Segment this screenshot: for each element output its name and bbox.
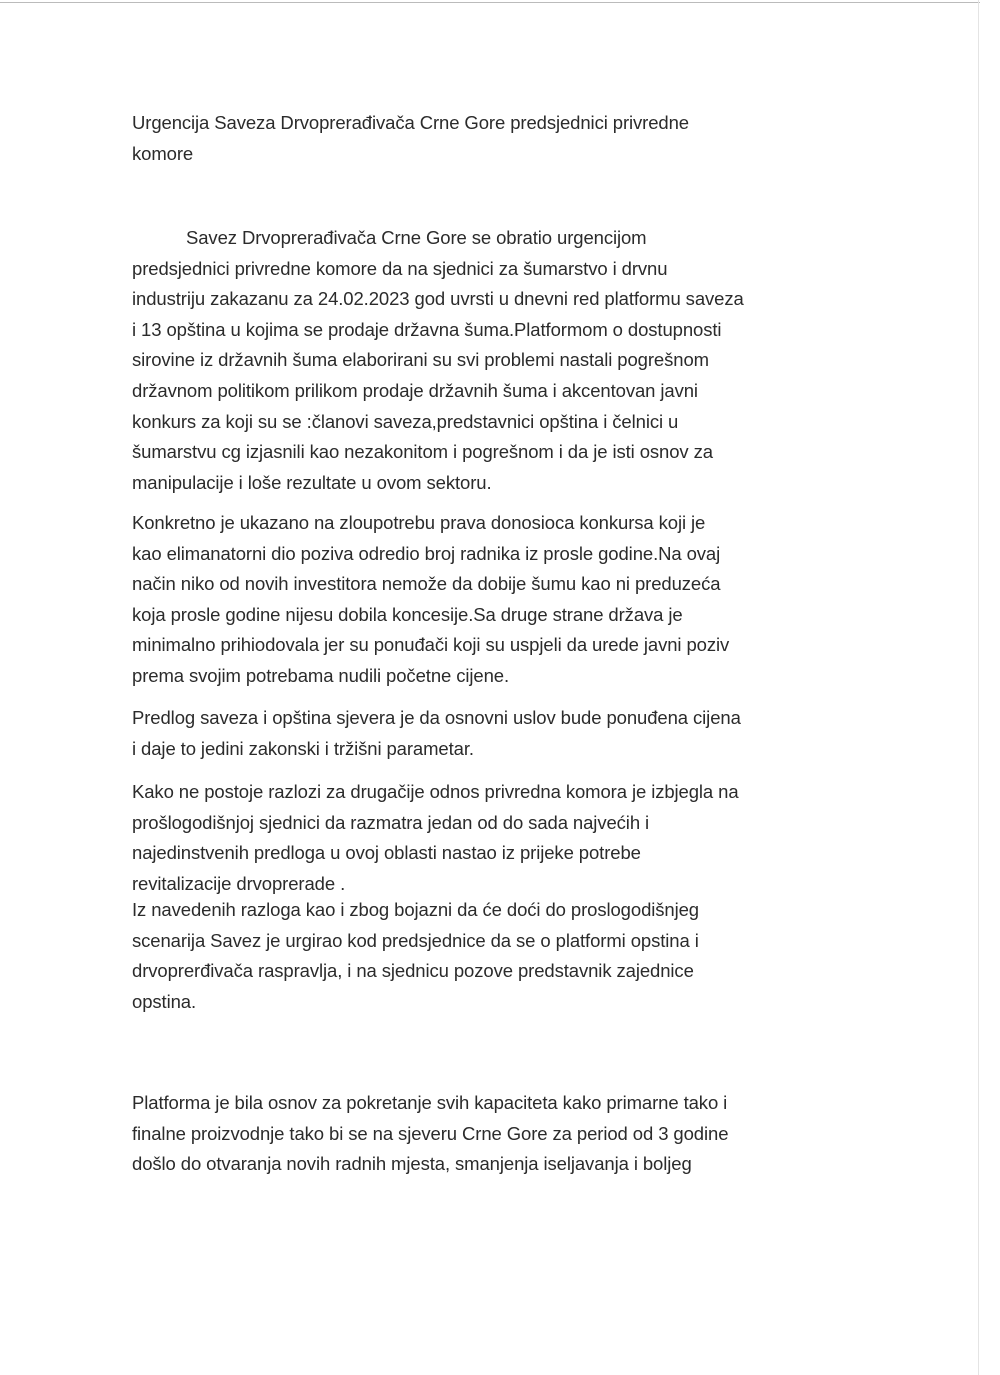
- paragraph-1: [132, 223, 744, 498]
- text-line: Predlog saveza i opština sjevera je da osnovni uslov bude ponuđena cijena: [132, 707, 741, 728]
- paragraph-6: [132, 1088, 728, 1180]
- text-line: drvoprerđivača raspravlja, i na sjednicu pozove predstavnik zajednice: [132, 960, 694, 982]
- text-line: revitalizacije drvoprerade .: [132, 872, 346, 894]
- text-line: Konkretno je ukazano na zloupotrebu prava donosioca konkursa koji je: [132, 512, 706, 533]
- scan-edge-right: [978, 0, 979, 1375]
- text-line: Iz navedenih razloga kao i zbog bojazni da će doći do proslogodišnjeg: [132, 899, 699, 920]
- text-line: prošlogodišnjoj sjednici da razmatra jedan od do sada najvećih i: [132, 811, 650, 833]
- text-line: kao elimanatorni dio poziva odredio broj radnika iz prosle godine.Na ovaj: [132, 542, 721, 564]
- text-line: došlo do otvaranja novih radnih mjesta, smanjenja iseljavanja i boljeg: [132, 1153, 692, 1175]
- text-line: scenarija Savez je urgirao kod predsjednice da se o platformi opstina i: [132, 929, 699, 951]
- text-line: i daje to jedini zakonski i tržišni parametar.: [132, 737, 474, 759]
- text-line: i 13 opština u kojima se prodaje državna šuma.Platformom o dostupnosti: [132, 318, 722, 340]
- paragraph-3: [132, 703, 741, 764]
- text-line: šumarstvu cg izjasnili kao nezakonitom i pogrešnom i da je isti osnov za: [132, 441, 713, 463]
- text-line: predsjednici privredne komore da na sjednici za šumarstvo i drvnu: [132, 257, 668, 279]
- text-line: državnom politikom prilikom prodaje državnih šuma i akcentovan javni: [132, 379, 698, 401]
- text-line: Urgencija Saveza Drvoprerađivača Crne Gore predsjednici privredne: [132, 112, 689, 133]
- paragraph-5: [132, 895, 699, 1017]
- text-line: opstina.: [132, 990, 196, 1012]
- text-line: minimalno prihiodovala jer su ponuđači koji su uspjeli da urede javni poziv: [132, 634, 730, 656]
- paragraph-4: [132, 777, 739, 899]
- text-line: Platforma je bila osnov za pokretanje svih kapaciteta kako primarne tako i: [132, 1092, 728, 1113]
- text-line: konkurs za koji su se :članovi saveza,predstavnici opština i čelnici u: [132, 410, 679, 432]
- text-line: način niko od novih investitora nemože da dobije šumu kao ni preduzeća: [132, 573, 721, 595]
- text-line: Kako ne postoje razlozi za drugačije odnos privredna komora je izbjegla na: [132, 781, 739, 802]
- text-line: industriju zakazanu za 24.02.2023 god uvrsti u dnevni red platformu saveza: [132, 288, 744, 310]
- paragraph-2: [132, 508, 729, 692]
- document-title: [132, 108, 689, 169]
- text-line: finalne proizvodnje tako bi se na sjeveru Crne Gore za period od 3 godine: [132, 1122, 729, 1144]
- text-line: Savez Drvoprerađivača Crne Gore se obratio urgencijom: [186, 227, 647, 248]
- text-line: najedinstvenih predloga u ovoj oblasti nastao iz prijeke potrebe: [132, 842, 641, 864]
- text-line: manipulacije i loše rezultate u ovom sektoru.: [132, 471, 492, 493]
- text-line: komore: [132, 142, 194, 164]
- text-line: sirovine iz državnih šuma elaborirani su svi problemi nastali pogrešnom: [132, 349, 709, 371]
- text-line: koja prosle godine nijesu dobila koncesije.Sa druge strane država je: [132, 603, 683, 625]
- scan-edge-top: [0, 2, 980, 3]
- text-line: prema svojim potrebama nudili početne cijene.: [132, 664, 510, 686]
